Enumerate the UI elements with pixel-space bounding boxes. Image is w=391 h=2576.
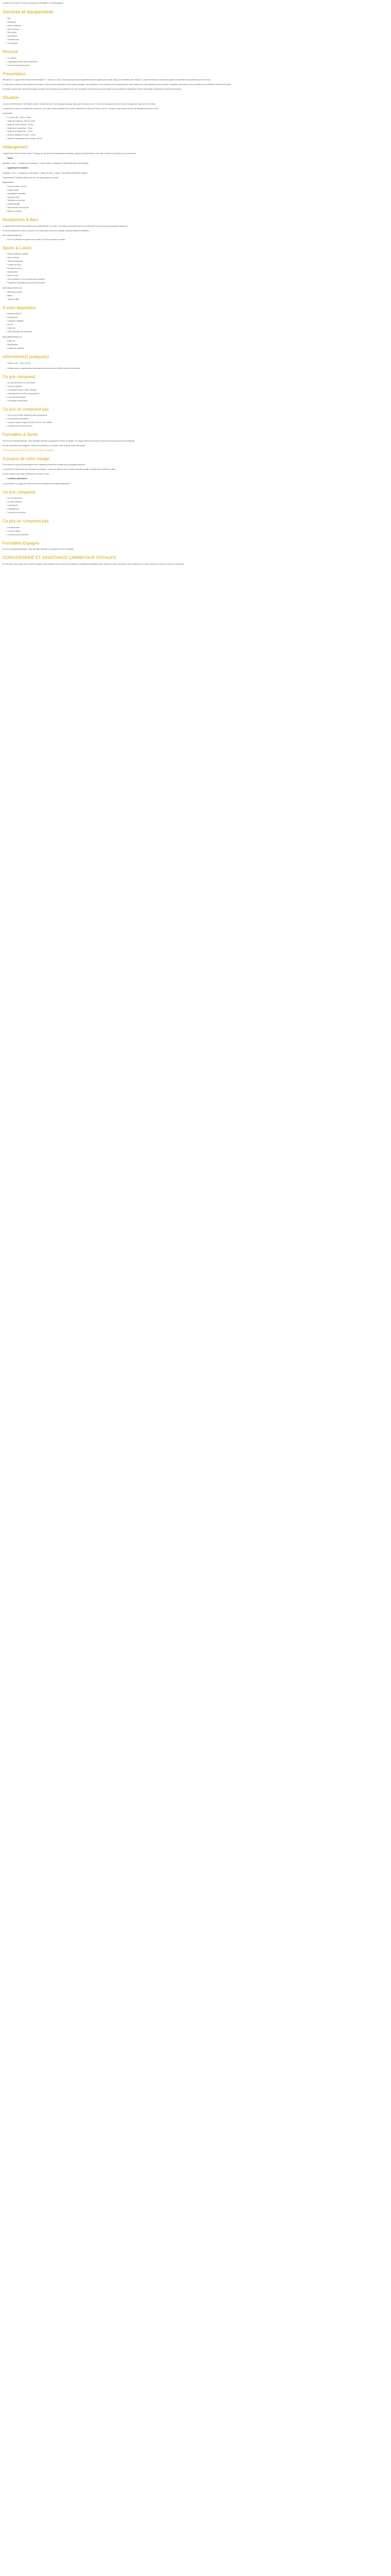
- sport-extra-item: • Billard: [6, 295, 388, 297]
- compris-item: • Le transfert aéroport / hôtel / aéroport: [6, 389, 388, 392]
- resume-item: • Le tout compris (pack inclus): [6, 64, 388, 67]
- noncompris2-item: • La taxe de séjour: [6, 530, 388, 533]
- propos-paragraph: Les horaires de vols sont communiqués à titre indicatif et peuvent être modifiés par la compagnie aérienne.: [3, 464, 86, 466]
- page-intro: Croisière tout compris 10 nuits au compris pour Formalités & Cinématographie: [3, 2, 63, 4]
- resume-item: • L'appartement placé pour les pêcheurs: [6, 61, 388, 63]
- sport-extra-item: • Tennis de table: [6, 298, 388, 301]
- sport-item: • Location de vélos: [6, 264, 388, 266]
- sport-item: • Excursions en mer: [6, 267, 388, 270]
- sports-title: Sports & Loisirs: [3, 245, 32, 250]
- situation-paragraph: La résidence se trouve à proximité des commerces, de la gare et des principaux axes routiers. Marseille est à 35 km et Toulon à 40 km. L'aéroport le plus proche est celui de Marseille-Provence à 55 km.: [3, 107, 159, 110]
- access-item: • Aéroport International Toulon-Hyères : 85 km: [6, 138, 388, 140]
- propos-extra: Le cas échéant, ce voyage peut être soumis à des conditions d'annulation particulières.: [3, 482, 71, 485]
- presentation-title: Présentation: [3, 71, 26, 76]
- service-item: • Club enfant: [6, 31, 388, 34]
- restaurants-extra: • Pour une animation en journée et en soirée, et bar de la piscine en continu.: [6, 239, 388, 241]
- sport-extra-item: • Salle de jeux vidéo: [6, 291, 388, 294]
- services-list: [3, 18, 388, 45]
- propos-paragraph: La taxe de séjour est à régler directement sur place à l'hôtel.: [3, 473, 50, 475]
- informations-extra-list: [3, 367, 388, 370]
- service-item: • Salle de fitness: [6, 28, 388, 31]
- informations-list: [3, 362, 388, 365]
- presentation-paragraph: En famille ou entre amis, découvrez la région à travers nos excursions et nos sorties en mer. Nos conseillers seront heureux de vous orienter vers les meilleures adresses de la côte, entre plages, restaurants et marchés provençaux.: [3, 88, 182, 91]
- noncompris-list: [3, 414, 388, 428]
- disposition-label: Avec pack premium (2) :: [3, 336, 23, 338]
- disposition-extra-list: [3, 340, 388, 350]
- hebergement-title: Hébergement: [3, 145, 28, 150]
- access-item: • Le Centre-ville : 300 m, à pied: [6, 116, 388, 119]
- equip-label: Équipements :: [3, 181, 14, 183]
- apt-note: Superficie : 45 m² · 2 espaces (en mezzanine) : 2 salles de bains, 1 séjour, 1 kitchenette entièrement équipée.: [3, 172, 88, 174]
- restaurants-body: [3, 225, 388, 232]
- equip-item: • Salle de bains avec douche: [6, 207, 388, 209]
- access-item: • Aéroport Marseille-Provence : 55 km: [6, 134, 388, 137]
- noncompris-item: • Tout ce qui n'est pas mentionné dans le programme: [6, 414, 388, 417]
- equip-item: • Balcon ou terrasse: [6, 210, 388, 213]
- equip-item: • Double vitrage: [6, 189, 388, 192]
- equip-item: • Connexion Wifi: [6, 196, 388, 199]
- propos-body: [3, 464, 388, 476]
- access-item: • Plage de Cyrès Fontaine : 2,5 km: [6, 124, 388, 126]
- restaurants-paragraph: Le restaurant de l'hôtel vous accueille pour le petit-déjeuner et le dîner. Une cuisine provençale à base de produits frais et locaux vous sera proposée chaque jour.: [3, 225, 128, 227]
- noncompris2-item: • Les assurances: [6, 527, 388, 529]
- equip-list: [3, 185, 388, 213]
- disposition-item: • Parking privé: [6, 316, 388, 319]
- compris-item: • Les taxes aéroport: [6, 385, 388, 388]
- situation-title: Situation: [3, 95, 19, 100]
- noncompris-item: • Les dépenses d'ordre personnel: [6, 425, 388, 428]
- disposition-item: • Réception 24h/24: [6, 313, 388, 315]
- resume-list: [3, 57, 388, 67]
- service-item: • Piscine extérieure: [6, 25, 388, 27]
- disposition-item: • Laverie: [6, 324, 388, 326]
- noncompris-item: • La taxe de séjour à régler sur place (1,50 € / nuit / adulte): [6, 421, 388, 424]
- noncompris2-item: • Les dépenses personnelles: [6, 534, 388, 536]
- sports-extra-list: [3, 291, 388, 301]
- propos-label: • Conditions particulières: [6, 478, 388, 480]
- apt-label: • Appartement 2 chambres: [6, 167, 388, 170]
- sport-item: • Randonnées: [6, 271, 388, 274]
- sports-label: Avec pack premium (2) :: [3, 286, 23, 289]
- formalites2-title: Formalités Espagne: [3, 540, 40, 546]
- services-title: Services et équipements: [3, 9, 54, 14]
- sports-list: [3, 253, 388, 284]
- compris2-list: [3, 497, 388, 514]
- compris-item: • Les activités mentionnées: [6, 400, 388, 402]
- disposition-title: A votre disposition: [3, 305, 36, 310]
- informations-title: Information(s) pratique(s): [3, 354, 49, 360]
- resume-item: • Le croisière: [6, 57, 388, 60]
- sport-item: • Club enfants de 4 à 12 ans (vacances scolaires): [6, 278, 388, 281]
- disposition-list: [3, 313, 388, 333]
- restaurants-title: Restaurants & Bars: [3, 217, 39, 223]
- compris2-item: • Les vols aller/retour: [6, 497, 388, 500]
- access-item: • Plage de la Grande Mer : 2,5 km: [6, 127, 388, 130]
- compris2-item: • La formule tout compris: [6, 512, 388, 514]
- formalites-body: [3, 440, 388, 447]
- formalites-link[interactable]: Plus d'informations sur le site du Ministère des Affaires étrangères: [3, 449, 54, 451]
- conciergerie-body: En réservant votre voyage chez Carrefour Voyages, vous bénéficiez d'un service de conciergerie et d'assistance disponible avant, pendant et après votre séjour. Nos conseillers sont à votre écoute pour répondre à toutes vos questions.: [3, 563, 185, 565]
- equip-item: • Climatisation réversible: [6, 193, 388, 195]
- conciergerie-title: CONCIERGERIE ET ASSISTANCE CARREFOUR VOYAGES: [3, 555, 116, 561]
- sport-item: • Pêche en mer: [6, 275, 388, 277]
- equip-item: • Cuisine équipée: [6, 203, 388, 206]
- compris-item: • La formule tout compris: [6, 396, 388, 399]
- situation-access-list: [3, 116, 388, 141]
- compris-list: [3, 382, 388, 402]
- situation-body: [3, 103, 388, 110]
- propos-title: A propos de votre voyage: [3, 456, 50, 461]
- presentation-paragraph: Bienvenue à « L'Appart'Hotel Passion Rivieira-Mairie 3* ». Situé à la Ciotat, nous vous proposons nos appartements tout équipés pour la baie, idéal pour les familles avec enfants. Le cadre est idéal pour découvrir la région ou simplement vous détendre au bord de l'eau.: [3, 79, 211, 81]
- restaurants-extra-list: [3, 239, 388, 241]
- equip-item: • Télévision à écran plat: [6, 199, 388, 202]
- service-item: • Discothèque: [6, 35, 388, 38]
- situation-access-label: A proximité :: [3, 112, 13, 114]
- formalites2-body: Pour les ressortissants français : carte nationale d'identité ou passeport en cours de validité.: [3, 548, 74, 551]
- service-item: • Conciergerie: [6, 42, 388, 45]
- formalites-title: Formalités & Santé: [3, 432, 38, 437]
- presentation-body: [3, 79, 388, 91]
- restaurants-label: Avec pack premium (2) :: [3, 234, 23, 236]
- disposition-extra-item: • Blanchisserie: [6, 344, 388, 346]
- information-item: • Check-in 15h · Check-out 11h: [6, 362, 388, 365]
- compris-title: Ce prix comprend: [3, 374, 36, 379]
- noncompris2-list: [3, 527, 388, 536]
- disposition-item: • Prêt de lits bébé (sur demande): [6, 331, 388, 333]
- access-item: • Plage de la Grande Mer : 2,5 km: [6, 130, 388, 133]
- noncompris-item: • Les assurances facultatives: [6, 418, 388, 420]
- compris-item: • L'hébergement en studio ou appartement: [6, 393, 388, 395]
- compris2-item: • Les transferts: [6, 504, 388, 507]
- studio-list: [3, 157, 388, 160]
- apt-extra: L'appartement 2 chambres dispose de vue mer panoramique sur la baie.: [3, 176, 59, 179]
- compris2-item: • Les taxes aéroport: [6, 501, 388, 503]
- disposition-item: • Consigne à bagages: [6, 320, 388, 323]
- restaurants-paragraph: Le bar de la piscine est ouvert en journée et en soirée pour vous servir cocktails, boissons fraîches et collations.: [3, 229, 89, 232]
- studio-note: Superficie : 20 m² · 1 espace (en mezzanine) : 1 salle de bains, 1 canapé-lit, 1 kitchenette entièrement équipée.: [3, 162, 89, 164]
- equip-item: • Accès au réseau internet: [6, 185, 388, 188]
- formalites-paragraph: Aucune vaccination n'est obligatoire. Nous vous conseillons de consulter votre médecin avant votre départ.: [3, 444, 86, 447]
- studio-label: • Studio: [6, 157, 388, 160]
- service-item: • Wifi: [6, 18, 388, 20]
- noncompris-title: Ce prix ne comprend pas: [3, 406, 49, 412]
- situation-paragraph: Ce qui se fait Rotterdam à l'île Rivieira-Ciotat. Il est situé au bord d'une calanque sauvage, idéal pour les sorties en mer. Le port est à quelques minutes à pied et la plage des Capucins à 500 mètres.: [3, 103, 156, 105]
- presentation-paragraph: Un vrai havre de paix pour les amoureux de la nature, à deux pas des calanques et des criques sauvages. Vous profiterez de nos services et de nos équipements. Notre équipe est à votre disposition pour vous aider à organiser votre séjour et vous conseiller sur les activités à faire dans la région.: [3, 83, 232, 86]
- formalites-paragraph: Pour les ressortissants français : carte nationale d'identité ou passeport en cours de validité. Les enfants mineurs doivent être munis de leurs propres documents d'identité.: [3, 439, 135, 442]
- compris2-item: • L'hébergement: [6, 508, 388, 511]
- hebergement-intro: L'Appart'Hotel Passion Rivieira-Mairie 3* dispose de 125 studios et appartements climatisés, équipés d'une kitchenette, d'une salle de bains et d'un balcon ou d'une terrasse.: [3, 152, 137, 155]
- disposition-item: • Coffre-fort: [6, 327, 388, 330]
- sport-item: • Programme d'animations en journée et en soirée: [6, 282, 388, 284]
- page: [0, 0, 391, 573]
- service-item: • Restaurant: [6, 21, 388, 24]
- service-item: • Divertissement: [6, 39, 388, 41]
- propos-paragraph: Le premier et le dernier jour sont consacrés au transport. L'ordre des visites et des excursions peut être modifié en fonction des conditions locales.: [3, 468, 116, 471]
- sport-item: • Piscine extérieure chauffée: [6, 253, 388, 256]
- disposition-extra-item: • Location de véhicules: [6, 347, 388, 350]
- apt-list: [3, 167, 388, 170]
- propos-label-list: [3, 478, 388, 480]
- resume-title: Résumé: [3, 49, 18, 55]
- sport-item: • Terrain de pétanque: [6, 260, 388, 263]
- disposition-extra-item: • Coffre-fort: [6, 340, 388, 343]
- compris2-title: Ce prix comprend: [3, 489, 36, 495]
- sport-item: • Salle de fitness: [6, 257, 388, 259]
- access-item: • Plage des Capucins : 500 m, à pied: [6, 120, 388, 123]
- noncompris2-title: Ce prix ne comprend pas: [3, 519, 49, 524]
- informations-extra: • Certains studios / appartements sont adaptés aux personnes à mobilité réduite (sur demande).: [6, 367, 388, 370]
- compris-item: • Les vols aller/retour sur vols charter: [6, 382, 388, 384]
